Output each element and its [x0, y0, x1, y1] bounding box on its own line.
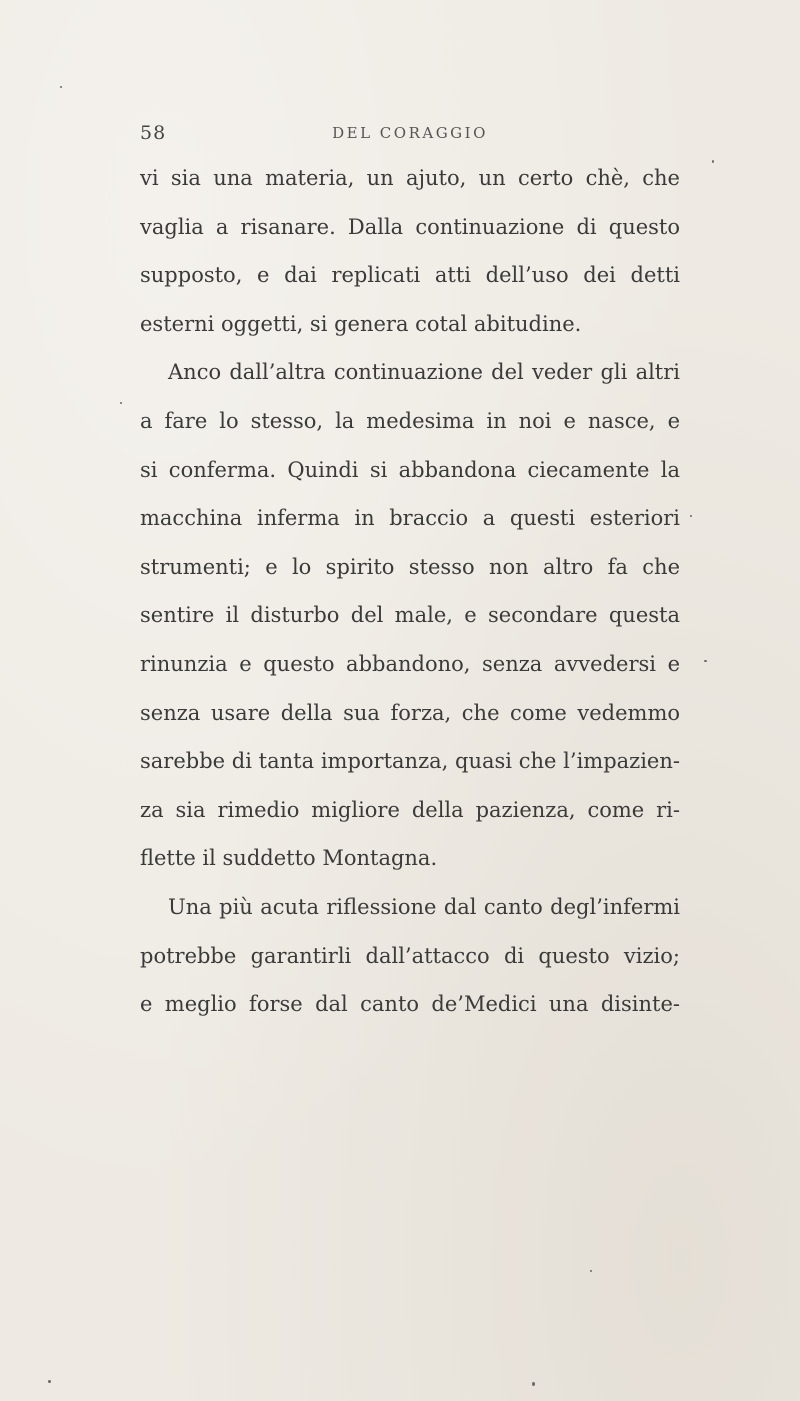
- text-line: e meglio forse dal canto de’Medici una disinte-: [140, 992, 680, 1017]
- text-line: vaglia a risanare. Dalla continuazione di questo: [140, 214, 680, 239]
- paper-speck: [120, 402, 122, 404]
- paper-speck: [690, 515, 692, 517]
- text-line: si conferma. Quindi si abbandona ciecamente la: [140, 457, 680, 482]
- text-line: vi sia una materia, un ajuto, un certo chè, che: [140, 166, 680, 190]
- paper-speck: [532, 1382, 535, 1386]
- paper-speck: [712, 160, 714, 163]
- page-number: 58: [140, 122, 167, 144]
- running-title: DEL CORAGGIO: [332, 124, 488, 142]
- text-line: sentire il disturbo del male, e secondare questa: [140, 603, 680, 628]
- running-head: [140, 122, 680, 144]
- paper-speck: [704, 660, 707, 662]
- text-line: esterni oggetti, si genera cotal abitudine.: [140, 311, 582, 336]
- paper-speck: [60, 86, 62, 88]
- text-line: rinunzia e questo abbandono, senza avvedersi e: [140, 651, 680, 676]
- text-line: senza usare della sua forza, che come vedemmo: [140, 700, 680, 725]
- text-line: a fare lo stesso, la medesima in noi e nasce, e: [140, 408, 680, 433]
- text-line: Una più acuta riflessione dal canto degl’infermi: [168, 894, 680, 919]
- text-line: potrebbe garantirli dall’attacco di questo vizio;: [140, 943, 680, 968]
- text-line: sarebbe di tanta importanza, quasi che l’impazien-: [140, 749, 680, 774]
- text-line: supposto, e dai replicati atti dell’uso dei detti: [140, 263, 680, 288]
- paper-speck: [48, 1380, 51, 1383]
- text-line: macchina inferma in braccio a questi esteriori: [140, 506, 680, 531]
- text-line: za sia rimedio migliore della pazienza, come ri-: [140, 797, 680, 822]
- text-line: flette il suddetto Montagna.: [140, 846, 438, 871]
- text-line: Anco dall’altra continuazione del veder gli altri: [168, 360, 680, 385]
- body-text: [140, 154, 680, 1029]
- paper-speck: [590, 1270, 592, 1272]
- text-line: strumenti; e lo spirito stesso non altro fa che: [140, 554, 680, 579]
